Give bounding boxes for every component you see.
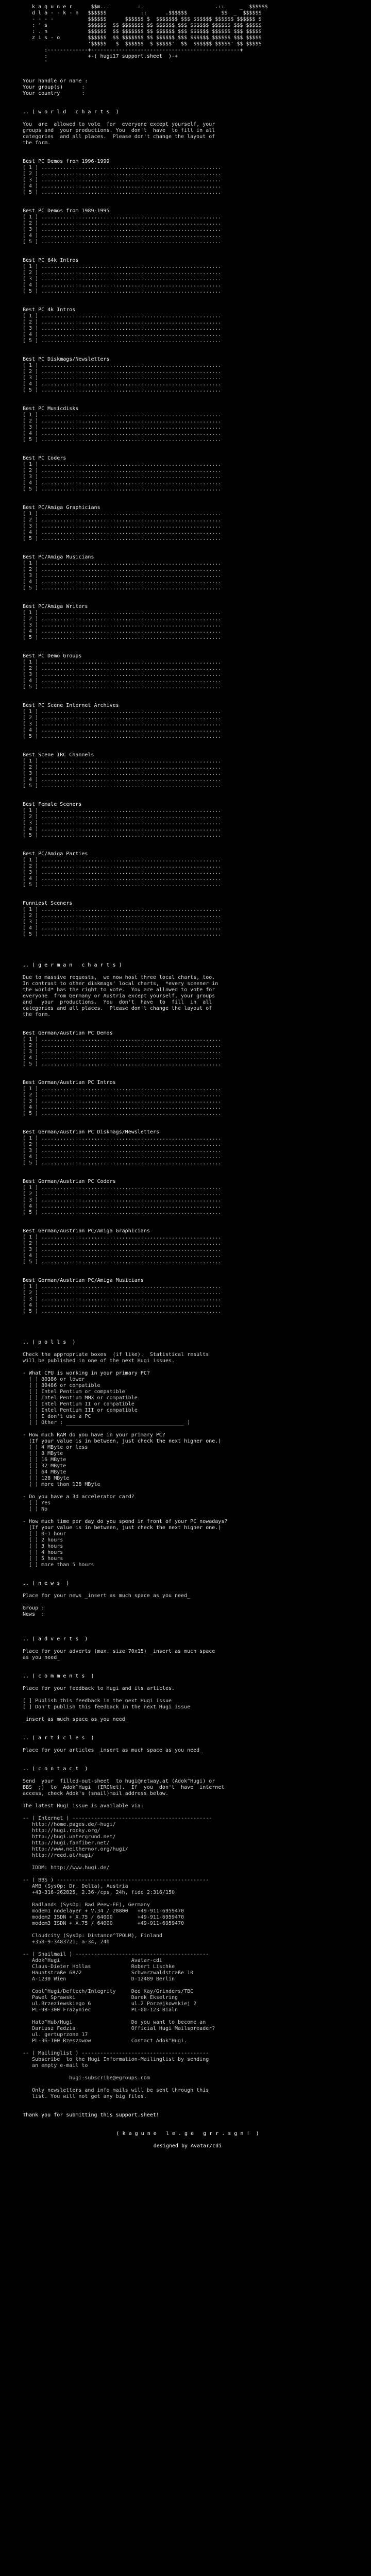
chart-rank-field[interactable]: [ 1 ] .......................................................... <box>23 808 222 814</box>
chart-rank-field[interactable]: [ 5 ] .......................................................... <box>23 684 222 690</box>
country-field-label: Your country : <box>23 91 85 96</box>
chart-rank-field[interactable]: [ 5 ] .......................................................... <box>23 833 222 838</box>
chart-rank-field[interactable]: [ 3 ] .......................................................... <box>23 375 222 381</box>
chart-category <box>23 357 371 406</box>
chart-category-title: Best Female Sceners <box>23 802 82 807</box>
german-charts-header: .. ( g e r m a n c h a r t s ) <box>23 962 122 968</box>
chart-rank-field[interactable]: [ 2 ] .......................................................... <box>23 1241 222 1246</box>
chart-category-title: Funniest Sceners <box>23 901 73 906</box>
chart-category <box>23 752 371 802</box>
news-instructions: Place for your news _insert as much space as you need_ <box>23 1593 191 1599</box>
chart-rank-field[interactable]: [ 2 ] .......................................................... <box>23 1290 222 1296</box>
chart-rank-field[interactable]: [ 2 ] .......................................................... <box>23 863 222 869</box>
chart-rank-field[interactable]: [ 1 ] .......................................................... <box>23 1136 222 1141</box>
chart-rank-field[interactable]: [ 1 ] .......................................................... <box>23 462 222 467</box>
footer-credit: designed by Avatar/cdi <box>153 2143 222 2149</box>
chart-rank-field[interactable]: [ 1 ] .......................................................... <box>23 313 222 319</box>
chart-rank-field[interactable]: [ 2 ] .......................................................... <box>23 1092 222 1098</box>
poll-ram-options[interactable]: [ ] 4 MByte or less [ ] 8 MByte [ ] 16 MByte [ ] 32 MByte [ ] 64 MByte [ ] 128 MByte [ ] more than 128 MByte <box>29 1445 100 1487</box>
chart-rank-field[interactable]: [ 4 ] .......................................................... <box>23 1302 222 1308</box>
chart-rank-field[interactable]: [ 2 ] .......................................................... <box>23 221 222 226</box>
chart-rank-field[interactable]: [ 4 ] .......................................................... <box>23 826 222 832</box>
chart-rank-field[interactable]: [ 5 ] .......................................................... <box>23 1160 222 1166</box>
chart-rank-field[interactable]: [ 1 ] .......................................................... <box>23 511 222 517</box>
handle-field-label: Your handle or name : <box>23 78 88 84</box>
contact-instructions: Send your filled-out-sheet to hugi@netway.at (Adok^Hugi) or BBS ;) to Adok^Hugi (IRCNet). If you don't have internet access, check Adok's (snail)mail address below. <box>23 1778 225 1797</box>
poll-ram-question: - How much RAM do you have in your primary PC? (If your value is in between, just check the next higher one.) <box>23 1432 222 1444</box>
chart-rank-field[interactable]: [ 4 ] .......................................................... <box>23 332 222 337</box>
chart-rank-field[interactable]: [ 4 ] .......................................................... <box>23 678 222 684</box>
chart-rank-field[interactable]: [ 5 ] .......................................................... <box>23 190 222 195</box>
world-charts-header: .. ( w o r l d c h a r t s ) <box>23 109 119 115</box>
chart-rank-field[interactable]: [ 1 ] .......................................................... <box>23 165 222 171</box>
thank-you-note: Thank you for submitting this support.sheet! <box>23 2112 159 2118</box>
chart-rank-field[interactable]: [ 1 ] .......................................................... <box>23 363 222 368</box>
chart-rank-field[interactable]: [ 1 ] .......................................................... <box>23 561 222 566</box>
chart-rank-field[interactable]: [ 3 ] .......................................................... <box>23 919 222 925</box>
chart-rank-field[interactable]: [ 1 ] .......................................................... <box>23 1284 222 1290</box>
chart-rank-field[interactable]: [ 4 ] .......................................................... <box>23 777 222 783</box>
chart-rank-field[interactable]: [ 1 ] .......................................................... <box>23 610 222 616</box>
polls-header: .. ( p o l l s ) <box>23 1340 76 1345</box>
dont-publish-feedback-checkbox[interactable]: [ ] Don't publish this feedback in the next Hugi issue <box>23 1704 191 1710</box>
chart-rank-field[interactable]: [ 1 ] .......................................................... <box>23 857 222 863</box>
chart-category-title: Best PC/Amiga Graphicians <box>23 505 100 511</box>
contact-header: .. ( c o n t a c t ) <box>23 1766 88 1772</box>
articles-header: .. ( a r t i c l e s ) <box>23 1735 94 1741</box>
chart-category-title: Best PC/Amiga Writers <box>23 604 88 609</box>
chart-rank-field[interactable]: [ 5 ] .......................................................... <box>23 289 222 294</box>
chart-category <box>23 1179 371 1228</box>
chart-category <box>23 455 371 505</box>
chart-category-title: Best German/Austrian PC Intros <box>23 1080 116 1086</box>
polls-instructions: Check the appropriate boxes (if like). Statistical results will be published in one of the next Hugi issues. <box>23 1352 209 1364</box>
chart-category-title: Best PC Demo Groups <box>23 653 82 659</box>
chart-rank-field[interactable]: [ 3 ] .......................................................... <box>23 177 222 183</box>
chart-rank-field[interactable]: [ 4 ] .......................................................... <box>23 1055 222 1061</box>
chart-rank-field[interactable]: [ 3 ] .......................................................... <box>23 771 222 776</box>
chart-rank-field[interactable]: [ 4 ] .......................................................... <box>23 1204 222 1209</box>
chart-rank-field[interactable]: [ 2 ] .......................................................... <box>23 666 222 671</box>
chart-category-title: Best German/Austrian PC Diskmags/Newsletters <box>23 1129 159 1135</box>
chart-rank-field[interactable]: [ 5 ] .......................................................... <box>23 437 222 443</box>
chart-rank-field[interactable]: [ 2 ] .......................................................... <box>23 369 222 375</box>
chart-rank-field[interactable]: [ 4 ] .......................................................... <box>23 282 222 288</box>
chart-rank-field[interactable]: [ 4 ] .......................................................... <box>23 727 222 733</box>
chart-rank-field[interactable]: [ 5 ] .......................................................... <box>23 1061 222 1067</box>
chart-category <box>23 653 371 703</box>
internet-links[interactable]: http://home.pages.de/~hugi/ http://hugi.rocky.org/ http://hugi.untergrund.net/ http://hugi.fanfiber.net/ http://www.neithernor.org/hugi/ http://reed.at/hugi/ IDDM: http://www.hugi.de/ <box>32 1822 128 1871</box>
chart-rank-field[interactable]: [ 5 ] .......................................................... <box>23 486 222 492</box>
chart-rank-field[interactable]: [ 1 ] .......................................................... <box>23 214 222 220</box>
chart-rank-field[interactable]: [ 2 ] .......................................................... <box>23 913 222 919</box>
chart-category-title: Best PC Coders <box>23 455 66 461</box>
chart-rank-field[interactable]: [ 2 ] .......................................................... <box>23 616 222 622</box>
chart-rank-field[interactable]: [ 3 ] .......................................................... <box>23 1247 222 1252</box>
chart-rank-field[interactable]: [ 5 ] .......................................................... <box>23 734 222 739</box>
chart-category <box>23 901 371 950</box>
chart-rank-field[interactable]: [ 3 ] .......................................................... <box>23 1148 222 1154</box>
chart-rank-field[interactable]: [ 1 ] .......................................................... <box>23 1037 222 1042</box>
chart-category <box>23 505 371 554</box>
chart-category <box>23 802 371 851</box>
chart-rank-field[interactable]: [ 1 ] .......................................................... <box>23 709 222 715</box>
mailinglist-info[interactable]: Subscribe to the Hugi Information-Mailinglist by sending an empty e-mail to hugi-subscribe@egroups.com Only newsletters and info mails will be sent through this list. You will not get any big files. <box>32 2057 209 2099</box>
chart-category-title: Best German/Austrian PC/Amiga Musicians <box>23 1278 144 1283</box>
chart-category <box>23 554 371 604</box>
chart-category <box>23 307 371 357</box>
chart-category-title: Best German/Austrian PC Demos <box>23 1030 113 1036</box>
poll-time-question: - How much time per day do you spend in front of your PC nowadays? (If your value is in between, just check the next higher one.) <box>23 1519 228 1531</box>
poll-cpu-question: - What CPU is working in your primary PC? <box>23 1370 150 1376</box>
chart-rank-field[interactable]: [ 3 ] .......................................................... <box>23 1049 222 1055</box>
chart-category <box>23 1129 371 1179</box>
chart-category-title: Best PC 64k Intros <box>23 258 79 263</box>
german-charts-instructions: Due to massive requests, we now host three local charts, too. In contrast to other diskmags' local charts, *every sceener in the world* has the right to vote. You are allowed to vote for everyone from Germany or Austria except yourself, your groups and your productions. You don't have to fill in all categories and all places. Please don't change the layout of the form. <box>23 975 218 1018</box>
chart-category <box>23 851 371 901</box>
german-charts-list <box>23 1030 371 1327</box>
chart-category <box>23 1278 371 1327</box>
chart-rank-field[interactable]: [ 2 ] .......................................................... <box>23 814 222 820</box>
publish-feedback-checkbox[interactable]: [ ] Publish this feedback in the next Hugi issue <box>23 1698 172 1704</box>
chart-rank-field[interactable]: [ 4 ] .......................................................... <box>23 579 222 585</box>
news-header: .. ( n e w s ) <box>23 1581 70 1586</box>
chart-category <box>23 406 371 455</box>
chart-rank-field[interactable]: [ 2 ] .......................................................... <box>23 171 222 177</box>
chart-category-title: Best PC Demos from 1989-1995 <box>23 208 110 214</box>
chart-rank-field[interactable]: [ 2 ] .......................................................... <box>23 270 222 276</box>
snailmail-box-title: -- ( Snailmail ) ------------------------------------------- <box>23 1952 209 1957</box>
chart-rank-field[interactable]: [ 3 ] .......................................................... <box>23 870 222 875</box>
chart-category <box>23 258 371 307</box>
chart-rank-field[interactable]: [ 1 ] .......................................................... <box>23 264 222 269</box>
chart-rank-field[interactable]: [ 2 ] .......................................................... <box>23 319 222 325</box>
comments-instructions: Place for your feedback to Hugi and its articles. <box>23 1686 175 1691</box>
chart-category <box>23 604 371 653</box>
chart-rank-field[interactable]: [ 4 ] .......................................................... <box>23 530 222 535</box>
chart-rank-field[interactable]: [ 5 ] .......................................................... <box>23 783 222 789</box>
chart-category-title: Best PC/Amiga Parties <box>23 851 88 857</box>
chart-rank-field[interactable]: [ 3 ] .......................................................... <box>23 227 222 232</box>
chart-rank-field[interactable]: [ 4 ] .......................................................... <box>23 381 222 387</box>
chart-rank-field[interactable]: [ 4 ] .......................................................... <box>23 925 222 931</box>
chart-rank-field[interactable]: [ 4 ] .......................................................... <box>23 480 222 486</box>
chart-rank-field[interactable]: [ 1 ] .......................................................... <box>23 907 222 912</box>
chart-category <box>23 1080 371 1129</box>
chart-rank-field[interactable]: [ 2 ] .......................................................... <box>23 1043 222 1048</box>
chart-rank-field[interactable]: [ 2 ] .......................................................... <box>23 765 222 770</box>
chart-category-title: Best PC/Amiga Musicians <box>23 554 94 560</box>
chart-rank-field[interactable]: [ 3 ] .......................................................... <box>23 1296 222 1302</box>
groups-field-label: Your group(s) : <box>23 84 85 90</box>
chart-rank-field[interactable]: [ 2 ] .......................................................... <box>23 517 222 523</box>
availability-note: The latest Hugi issue is available via: <box>23 1803 144 1809</box>
comments-header: .. ( c o m m e n t s ) <box>23 1673 94 1679</box>
chart-category-title: Best German/Austrian PC Coders <box>23 1179 116 1184</box>
chart-rank-field[interactable]: [ 2 ] .......................................................... <box>23 567 222 572</box>
chart-category <box>23 1228 371 1278</box>
adverts-instructions[interactable]: Place for your adverts (max. size 70x15) _insert as much space as you need_ <box>23 1649 215 1660</box>
chart-rank-field[interactable]: [ 5 ] .......................................................... <box>23 1259 222 1265</box>
chart-rank-field[interactable]: [ 1 ] .......................................................... <box>23 1185 222 1191</box>
chart-rank-field[interactable]: [ 5 ] .......................................................... <box>23 585 222 591</box>
chart-category-title: Best PC Scene Internet Archives <box>23 703 119 708</box>
chart-rank-field[interactable]: [ 2 ] .......................................................... <box>23 418 222 424</box>
chart-rank-field[interactable]: [ 4 ] .......................................................... <box>23 233 222 239</box>
chart-category <box>23 1030 371 1080</box>
chart-rank-field[interactable]: [ 5 ] .......................................................... <box>23 536 222 541</box>
chart-rank-field[interactable]: [ 2 ] .......................................................... <box>23 715 222 721</box>
chart-rank-field[interactable]: [ 4 ] .......................................................... <box>23 1105 222 1110</box>
chart-rank-field[interactable]: [ 3 ] .......................................................... <box>23 672 222 677</box>
chart-rank-field[interactable]: [ 1 ] .......................................................... <box>23 1086 222 1092</box>
hugi-ascii-logo: k a g u n e r $$m... :. .:: _ $$$$$$ d l a - - k - n $$$$$$ :: .$$$$$$ $$ _ $$$$$$ - - - - $$$$$$ $$$$$$ $ $$$$$$$ $$$ $$$$$$ $$$$$$ $$$$$$ $ : ' s $$$$$$ $$ $$$$$$$ $$ $$$$$$ $$$ $$$$$$ $$$$$$ $$$ $$$$$ : . n $$$$$$ $$ $$$$$$$ $$ $$$$$$ $$$ $$$$$$ $$$$$$ $$$ $$$$$ z i s - o $$$$$$ $$ $$$$$$$ $$ $$$$$$ $$$ $$$$$$ $$$$$$ $$$ $$$$$ '$$$$$ $ $$$$$$ $ $$$$$' $$ $$$$$$ $$$$$' $$ $$$$$ :-------------+------------------------------------------------+ : +-( hugi17 support.sheet )-+ ' <box>32 4 268 65</box>
chart-rank-field[interactable]: [ 5 ] .......................................................... <box>23 239 222 245</box>
chart-rank-field[interactable]: [ 1 ] .......................................................... <box>23 412 222 418</box>
internet-box-title: -- ( Internet ) --------------------------------------------- <box>23 1816 212 1821</box>
chart-rank-field[interactable]: [ 3 ] .......................................................... <box>23 721 222 727</box>
world-charts-instructions: You are allowed to vote for everyone except yourself, your groups and your productions. You don't have to fill in all categories and all places. Please don't change the layout of the form. <box>23 122 215 146</box>
chart-rank-field[interactable]: [ 5 ] .......................................................... <box>23 1111 222 1116</box>
chart-rank-field[interactable]: [ 4 ] .......................................................... <box>23 629 222 634</box>
chart-rank-field[interactable]: [ 5 ] .......................................................... <box>23 1309 222 1314</box>
chart-category-title: Best PC Musicdisks <box>23 406 79 412</box>
bbs-list: AMB (SysOp: Dr. Delta), Austria +43-316-262825, 2.36-/cps, 24h, fido 2:316/150 Badlands (SysOp: Bad Peew-EE), Germany modem1 nodelayer + V.34 / 28800 +49-911-6959470 modem2 ISDN + X.75 / 64000 +49-911-6959470 modem3 ISDN + X.75 / 64000 +49-911-6959470 Cloudcity (SysOp: Distance^TPOLM), Finland +358-9-3483721, a-34, 24h <box>32 1884 184 1945</box>
chart-rank-field[interactable]: [ 4 ] .......................................................... <box>23 876 222 882</box>
chart-rank-field[interactable]: [ 3 ] .......................................................... <box>23 326 222 331</box>
chart-rank-field[interactable]: [ 3 ] .......................................................... <box>23 1098 222 1104</box>
chart-rank-field[interactable]: [ 5 ] .......................................................... <box>23 931 222 937</box>
articles-instructions[interactable]: Place for your articles _insert as much space as you need_ <box>23 1748 203 1753</box>
comments-insert-hint[interactable]: _insert as much space as you need_ <box>23 1717 128 1722</box>
chart-category-title: Best PC Diskmags/Newsletters <box>23 357 110 362</box>
footer-signature: ( k a g u n e l e . g e g r r . s g n ! ) <box>116 2131 259 2137</box>
chart-rank-field[interactable]: [ 2 ] .......................................................... <box>23 1142 222 1147</box>
chart-rank-field[interactable]: [ 3 ] .......................................................... <box>23 622 222 628</box>
chart-rank-field[interactable]: [ 1 ] .......................................................... <box>23 758 222 764</box>
snailmail-addresses: Adok^Hugi Avatar-cdi Claus-Dieter Hollas Robert Lischke Hauptstraße 68/2 Schwarzwaldstraße 10 A-1230 Wien D-12489 Berlin Cool^Hugi/Deftech/Integrity Dee Kay/Grinders/TBC Pawel Sprawski Darek Ekselring ul.Brzeziewskiego 6 ul.2 Porzejkowskiej 2 PL-98-300 Frazyniec PL-00-123 Bialn Hato^Hub/Hugi Do you want to become an Dariusz Fedzia Official Hugi Mailspreader? ul. gertuprzone 17 PL-36-100 Rzeszowow Contact Adok^Hugi. <box>32 1958 215 2044</box>
poll-3d-options[interactable]: [ ] Yes [ ] No <box>29 1500 51 1512</box>
chart-category-title: Best Scene IRC Channels <box>23 752 94 758</box>
news-body-label[interactable]: News : <box>23 1612 45 1617</box>
chart-rank-field[interactable]: [ 3 ] .......................................................... <box>23 1197 222 1203</box>
chart-rank-field[interactable]: [ 1 ] .......................................................... <box>23 1234 222 1240</box>
chart-rank-field[interactable]: [ 3 ] .......................................................... <box>23 573 222 579</box>
poll-3d-question: - Do you have a 3d accelerator card? <box>23 1494 134 1500</box>
chart-rank-field[interactable]: [ 3 ] .......................................................... <box>23 276 222 282</box>
chart-rank-field[interactable]: [ 5 ] .......................................................... <box>23 635 222 640</box>
chart-rank-field[interactable]: [ 3 ] .......................................................... <box>23 523 222 529</box>
chart-rank-field[interactable]: [ 5 ] .......................................................... <box>23 882 222 888</box>
chart-rank-field[interactable]: [ 4 ] .......................................................... <box>23 1154 222 1160</box>
chart-rank-field[interactable]: [ 5 ] .......................................................... <box>23 1210 222 1215</box>
chart-category <box>23 208 371 258</box>
chart-rank-field[interactable]: [ 4 ] .......................................................... <box>23 1253 222 1259</box>
chart-category-title: Best PC Demos from 1996-1999 <box>23 159 110 164</box>
chart-rank-field[interactable]: [ 2 ] .......................................................... <box>23 468 222 473</box>
poll-cpu-options[interactable]: [ ] 80386 or lower [ ] 80486 or compatible [ ] Intel Pentium or compatible [ ] Intel Pentium MMX or compatible [ ] Intel Pentium II or compatible [ ] Intel Pentium III or compatible [ ] I don't use a PC [ ] Other : ______________________________________ ) <box>29 1377 191 1426</box>
chart-rank-field[interactable]: [ 3 ] .......................................................... <box>23 425 222 430</box>
chart-rank-field[interactable]: [ 1 ] .......................................................... <box>23 659 222 665</box>
chart-rank-field[interactable]: [ 2 ] .......................................................... <box>23 1191 222 1197</box>
world-charts-list <box>23 159 371 950</box>
bbs-box-title: -- ( BBS ) ------------------------------------------------- <box>23 1877 209 1883</box>
chart-category-title: Best PC 4k Intros <box>23 307 76 313</box>
chart-rank-field[interactable]: [ 4 ] .......................................................... <box>23 183 222 189</box>
chart-rank-field[interactable]: [ 5 ] .......................................................... <box>23 338 222 344</box>
chart-category <box>23 159 371 208</box>
chart-rank-field[interactable]: [ 5 ] .......................................................... <box>23 387 222 393</box>
news-group-label[interactable]: Group : <box>23 1605 45 1611</box>
adverts-header: .. ( a d v e r t s ) <box>23 1636 88 1642</box>
chart-category-title: Best German/Austrian PC/Amiga Graphicians <box>23 1228 150 1234</box>
poll-time-options[interactable]: [ ] 0-1 hour [ ] 2 hours [ ] 3 hours [ ] 4 hours [ ] 5 hours [ ] more than 5 hours <box>29 1531 94 1568</box>
chart-category <box>23 703 371 752</box>
chart-rank-field[interactable]: [ 3 ] .......................................................... <box>23 820 222 826</box>
chart-rank-field[interactable]: [ 4 ] .......................................................... <box>23 431 222 436</box>
mailinglist-box-title: -- ( Mailinglist ) ----------------------------------------- <box>23 2050 209 2056</box>
chart-rank-field[interactable]: [ 3 ] .......................................................... <box>23 474 222 480</box>
